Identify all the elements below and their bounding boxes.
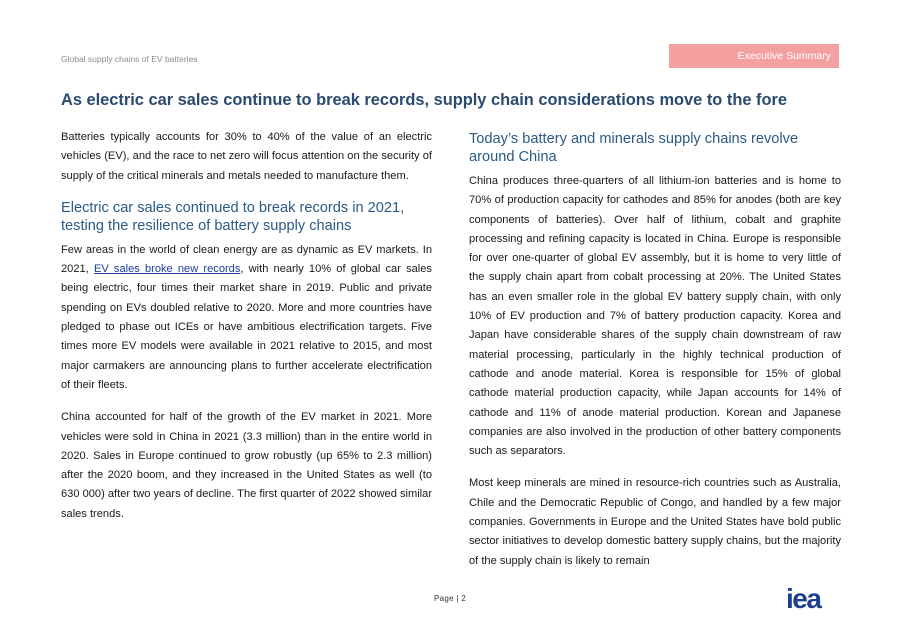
section-heading-ev-sales: Electric car sales continued to break records in 2021, testing the resilience of battery supply chains [61,199,405,234]
page-title: As electric car sales continue to break records, supply chain considerations move to the fore [61,91,787,109]
ev-markets-paragraph [61,241,432,395]
minerals-paragraph: Most keep minerals are mined in resource-rich countries such as Australia, Chile and the Democratic Republic of Congo, and handled by a few major companies. Governments in Europe and the United States have bold public sector initiatives to develop domestic battery supply chains, but the majority of the supply chain is likely to remain [469,477,841,567]
logo-text: iea [786,585,821,611]
intro-paragraph: Batteries typically accounts for 30% to 40% of the value of an electric vehicles (EV), and the race to net zero will focus attention on the security of supply of the critical minerals and metals needed to manufacture them. [61,131,432,182]
right-column [469,130,841,584]
iea-logo [785,585,841,611]
china-production-paragraph: China produces three-quarters of all lithium-ion batteries and is home to 70% of production capacity for cathodes and 85% for anodes (both are key components of batteries). Over half of lithium, cobalt and graphite processing and refining capacity is located in China. Europe is responsible for over one-quarter of global EV assembly, but it is home to very little of the supply chain apart from cobalt processing at 20%. The United States has an even smaller role in the global EV battery supply chain, with only 10% of EV production and 7% of battery production capacity. Korea and Japan have considerable shares of the supply chain downstream of raw material processing, particularly in the highly technical production of cathode and anode material. Korea is responsible for 15% of global cathode material production capacity, while Japan accounts for 14% of cathode and 11% of anode material production. Korean and Japanese companies are also involved in the production of other battery components such as separators. [469,175,841,458]
ev-sales-link[interactable]: EV sales broke new records [93,263,241,276]
left-column [61,128,432,537]
china-growth-paragraph: China accounted for half of the growth of the EV market in 2021. More vehicles were sold in China in 2021 (3.3 million) than in the entire world in 2020. Sales in Europe continued to grow robustly (up 65% to 2.3 million) after the 2020 boom, and they increased in the United States as well (to 630 000) after two years of decline. The first quarter of 2022 showed similar sales trends. [61,411,433,520]
section-heading-supply-chains: Today’s battery and minerals supply chains revolve around China [469,131,799,165]
paragraph-text: , with nearly 10% of global car sales being electric, four times their market share in 2019. Public and private spending on EVs doubled relative to 2020. More and more countries have pledged to phase out ICEs or have ambitious electrification targets. Five times more EV models were available in 2021 relative to 2015, and most major carmakers are announcing plans to further accelerate electrification of their fleets. [61,263,432,391]
paragraph-text: Few areas in the world of clean energy are as dynamic as EV markets. In 2021, [61,243,432,276]
page-number: Page | 2 [433,594,467,603]
report-running-header: Global supply chains of EV batteries [61,54,198,64]
section-tab: Executive Summary [669,44,839,68]
